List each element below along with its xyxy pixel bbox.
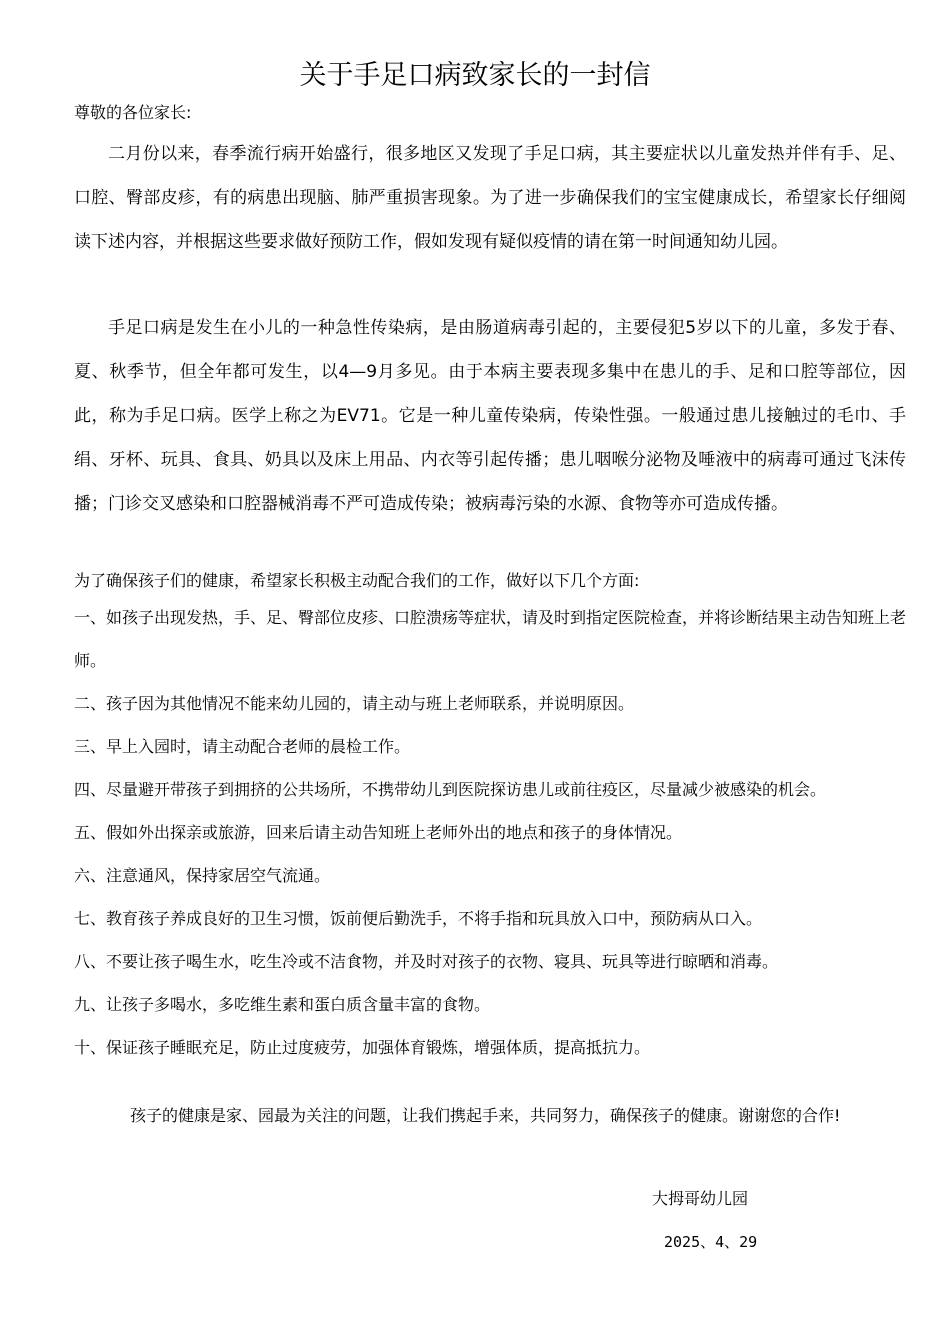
measure-item: 九、让孩子多喝水，多吃维生素和蛋白质含量丰富的食物。 — [74, 995, 491, 1014]
measure-item: 八、不要让孩子喝生水，吃生冷或不洁食物，并及时对孩子的衣物、寝具、玩具等进行晾晒和消毒。 — [74, 952, 779, 971]
closing-paragraph: 孩子的健康是家、园最为关注的问题，让我们携起手来，共同努力，确保孩子的健康。谢谢您的合作! — [130, 1106, 841, 1125]
paragraph-epidemic-notice: 二月份以来，春季流行病开始盛行，很多地区又发现了手足口病，其主要症状以儿童发热并伴有手、足、口腔、臀部皮疹，有的病患出现脑、肺严重损害现象。为了进一步确保我们的宝宝健康成长，希望家长仔细阅读下述内容，并根据这些要求做好预防工作，假如发现有疑似疫情的请在第一时间通知幼儿园。 — [74, 144, 906, 252]
signature-kindergarten: 大拇哥幼儿园 — [652, 1189, 749, 1208]
measure-item: 十、保证孩子睡眠充足，防止过度疲劳，加强体育锻炼，增强体质，提高抵抗力。 — [74, 1038, 651, 1057]
paragraph-disease-description: 手足口病是发生在小儿的一种急性传染病，是由肠道病毒引起的，主要侵犯5岁以下的儿童，多发于春、夏、秋季节，但全年都可发生，以4—9月多见。由于本病主要表现多集中在患儿的手、足和口腔等部位，因此，称为手足口病。医学上称之为EV71。它是一种儿童传染病，传染性强。一般通过患儿接触过的毛巾、手绢、牙杯、玩具、食具、奶具以及床上用品、内衣等引起传播；患儿咽喉分泌物及唾液中的病毒可通过飞沫传播；门诊交叉感染和口腔器械消毒不严可造成传染；被病毒污染的水源、食物等亦可造成传播。 — [74, 318, 906, 514]
measures-list — [74, 596, 906, 1069]
letter-date: 2025、4、29 — [664, 1233, 758, 1251]
measure-item: 二、孩子因为其他情况不能来幼儿园的，请主动与班上老师联系，并说明原因。 — [74, 694, 635, 713]
measure-item: 一、如孩子出现发热，手、足、臀部位皮疹、口腔溃疡等症状，请及时到指定医院检查，并将诊断结果主动告知班上老师。 — [74, 608, 907, 670]
measures-intro: 为了确保孩子们的健康，希望家长积极主动配合我们的工作，做好以下几个方面: — [74, 571, 640, 590]
measure-item: 三、早上入园时，请主动配合老师的晨检工作。 — [74, 737, 411, 756]
measure-item: 四、尽量避开带孩子到拥挤的公共场所，不携带幼儿到医院探访患儿或前往疫区，尽量减少被感染的机会。 — [74, 780, 827, 799]
salutation: 尊敬的各位家长: — [74, 103, 192, 122]
measure-item: 七、教育孩子养成良好的卫生习惯，饭前便后勤洗手，不将手指和玩具放入口中，预防病从口入。 — [74, 909, 763, 928]
measure-item: 六、注意通风，保持家居空气流通。 — [74, 866, 331, 885]
letter-title: 关于手足口病致家长的一封信 — [299, 60, 651, 91]
measure-item: 五、假如外出探亲或旅游，回来后请主动告知班上老师外出的地点和孩子的身体情况。 — [74, 823, 683, 842]
